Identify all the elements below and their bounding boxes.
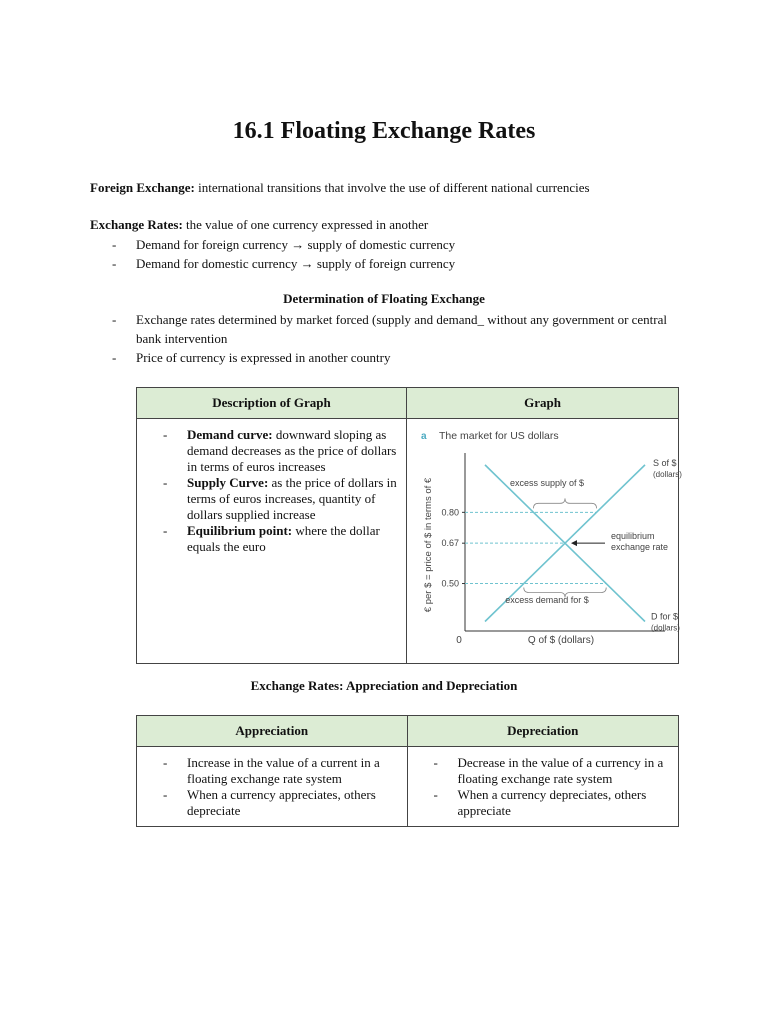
excess-supply-annotation: excess supply of $ xyxy=(509,478,585,488)
graph-cell xyxy=(407,419,682,664)
excess-demand-annotation: excess demand for $ xyxy=(505,595,589,605)
list-item: - Demand for foreign currency → supply of domestic currency xyxy=(112,237,456,252)
appreciation-depreciation-table xyxy=(136,715,679,827)
supply-curve-label: S of $ (dollars) xyxy=(653,457,682,479)
table-header-description: Description of Graph xyxy=(137,388,407,419)
equilibrium-label: equilibrium exchange rate xyxy=(611,531,669,553)
list-item: - Increase in the value of a current in a floating exchange rate system xyxy=(163,755,380,786)
list-item: - When a currency appreciates, others depreciate xyxy=(163,787,376,818)
y-tick-label: 0.80 xyxy=(441,507,459,518)
exchange-rates-text: the value of one currency expressed in another xyxy=(182,217,429,232)
foreign-exchange-term: Foreign Exchange: xyxy=(90,180,195,195)
foreign-exchange-text: international transitions that involve the use of different national currencies xyxy=(194,180,590,195)
table-header-appreciation: Appreciation xyxy=(137,716,408,747)
exchange-rates-bullets xyxy=(112,235,672,273)
appreciation-heading: Exchange Rates: Appreciation and Depreciation xyxy=(250,678,518,693)
table-header-graph: Graph xyxy=(407,388,679,419)
exchange-rates-term: Exchange Rates: xyxy=(90,217,183,232)
excess-supply-brace xyxy=(533,498,596,508)
chart-title: The market for US dollars xyxy=(439,430,559,442)
list-item: - Decrease in the value of a currency in a floating exchange rate system xyxy=(433,755,664,786)
equilibrium-arrow-head xyxy=(571,540,577,546)
y-tick-label: 0.50 xyxy=(441,578,459,589)
market-for-dollars-chart xyxy=(407,419,682,659)
appreciation-cell xyxy=(137,747,408,827)
list-item: - Supply Curve: as the price of dollars in terms of euros increases, quantity of dollars supplied increase xyxy=(163,475,397,522)
chart-panel-letter: a xyxy=(421,431,427,442)
graph-table xyxy=(136,387,682,664)
x-axis-label: Q of $ (dollars) xyxy=(527,635,595,646)
list-item: - Equilibrium point: where the dollar equals the euro xyxy=(163,523,380,554)
exchange-rates-definition xyxy=(90,215,428,234)
y-axis-label: € per $ = price of $ in terms of € xyxy=(423,477,434,613)
page-title: 16.1 Floating Exchange Rates xyxy=(232,118,536,144)
y-tick-label: 0.67 xyxy=(441,538,459,549)
list-item: - Exchange rates determined by market forced (supply and demand_ without any government or central bank intervention xyxy=(112,312,668,346)
list-item: - Demand curve: downward sloping as demand decreases as the price of dollars in terms of euros increases xyxy=(163,427,397,474)
foreign-exchange-definition xyxy=(90,178,590,197)
list-item: - Price of currency is expressed in another country xyxy=(112,350,391,365)
list-item: - Demand for domestic currency → supply of foreign currency xyxy=(112,256,456,271)
determination-bullets xyxy=(112,310,672,367)
depreciation-cell xyxy=(407,747,679,827)
table-header-depreciation: Depreciation xyxy=(407,716,679,747)
demand-curve-label: D for $ (dollars) xyxy=(651,611,680,633)
origin-label: 0 xyxy=(456,635,462,646)
description-cell xyxy=(137,419,407,664)
list-item: - When a currency depreciates, others appreciate xyxy=(433,787,647,818)
determination-heading: Determination of Floating Exchange xyxy=(283,291,485,306)
